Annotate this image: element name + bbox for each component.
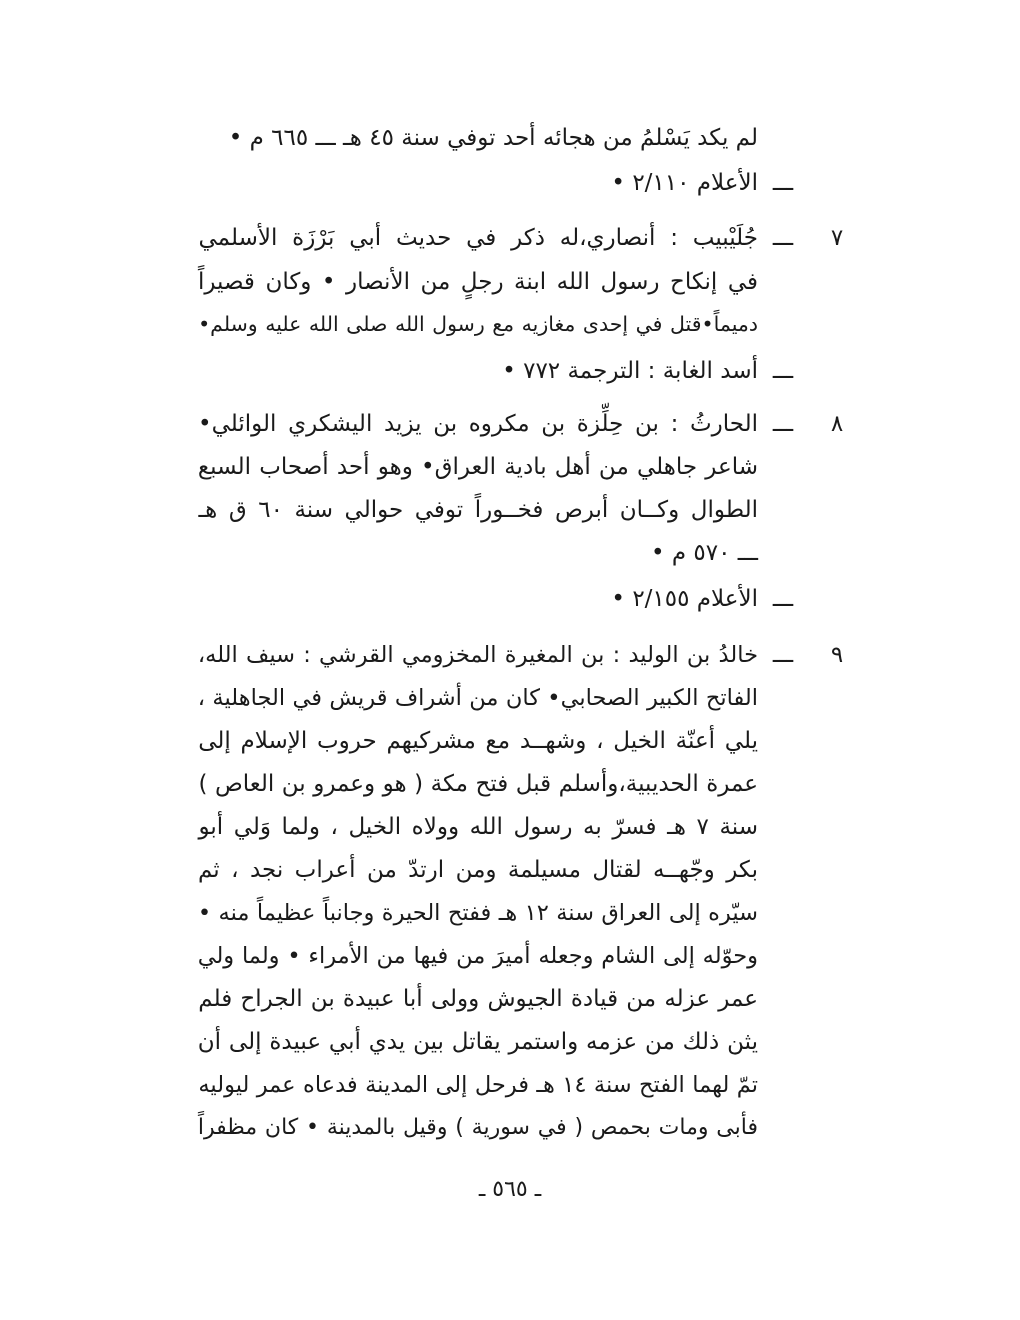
reference-line: أسد الغابة : الترجمة ٧٧٢ • — [502, 358, 758, 384]
entry-7-heading: جُلَيْبيب : أنصاري،له ذكر في حديث أبي بَرْزَة الأسلمي — [198, 225, 758, 251]
entry-number: ٧ — [830, 225, 844, 251]
dash-marker: ـــ — [772, 358, 794, 384]
text-line: سنة ٧ هـ فسرّ به رسول الله وولاه الخيل ، ولما وَلي أبو — [198, 814, 758, 840]
text-line: في إنكاح رسول الله ابنة رجلٍ من الأنصار • وكان قصيراً — [197, 269, 758, 295]
dash-marker: ـــ — [772, 411, 794, 437]
page-number: ـ ٥٦٥ ـ — [478, 1177, 542, 1202]
text-line: سيّره إلى العراق سنة ١٢ هـ ففتح الحيرة وجانباً عظيماً منه • — [197, 900, 758, 926]
text-line: تمّ لهما الفتح سنة ١٤ هـ فرحل إلى المدينة فدعاه عمر ليوليه — [198, 1072, 758, 1098]
entry-9-heading: خالدُ بن الوليد : بن المغيرة المخزومي القرشي : سيف الله، — [197, 642, 758, 668]
text-line: ـــ ٥٧٠ م • — [650, 540, 758, 566]
text-line: لم يكد يَسْلمُ من هجائه أحد توفي سنة ٤٥ هـ ـــ ٦٦٥ م • — [228, 125, 758, 151]
text-line: عمرة الحديبية،وأسلم قبل فتح مكة ( هو وعمرو بن العاص ) — [198, 771, 758, 797]
reference-line: الأعلام ٢/١٥٥ • — [611, 586, 758, 612]
text-line: عمر عزله من قيادة الجيوش وولى أبا عبيدة بن الجراح فلم — [198, 986, 758, 1012]
text-line: وحوّله إلى الشام وجعله أميرَ من فيها من الأمراء • ولما ولي — [197, 943, 758, 969]
text-line: فأبى ومات بحمص ( في سورية ) وقيل بالمدينة • كان مظفراً — [197, 1115, 758, 1140]
text-line: الفاتح الكبير الصحابي• كان من أشراف قريش في الجاهلية ، — [197, 685, 758, 711]
text-line: يثن ذلك من عزمه واستمر يقاتل بين يدي أبي عبيدة إلى أن — [197, 1029, 758, 1055]
text-line: دميماً•قتل في إحدى مغازيه مع رسول الله صلى الله عليه وسلم• — [198, 312, 758, 336]
entry-number: ٨ — [830, 411, 844, 437]
dash-marker: ـــ — [772, 225, 794, 251]
entry-number: ٩ — [830, 642, 844, 668]
dash-marker: ـــ — [772, 586, 794, 612]
text-line: شاعر جاهلي من أهل بادية العراق• وهو أحد أصحاب السبع — [197, 454, 758, 480]
entry-8-heading: الحارثُ : بن حِلِّزة بن مكروه بن يزيد اليشكري الوائلي• — [198, 411, 758, 437]
dash-marker: ـــ — [772, 642, 794, 668]
text-line: الأعلام ٢/١١٠ • — [611, 170, 758, 196]
text-line: يلي أعنّة الخيل ، وشهــد مع مشركيهم حروب الإسلام إلى — [198, 728, 758, 754]
text-line: الطوال وكــان أبرص فخــوراً توفي حوالي سنة ٦٠ ق هـ — [198, 497, 758, 523]
text-line: بكر وجّهــه لقتال مسيلمة ومن ارتدّ من أعراب نجد ، ثم — [198, 857, 758, 883]
dash-marker: ـــ — [772, 170, 794, 196]
